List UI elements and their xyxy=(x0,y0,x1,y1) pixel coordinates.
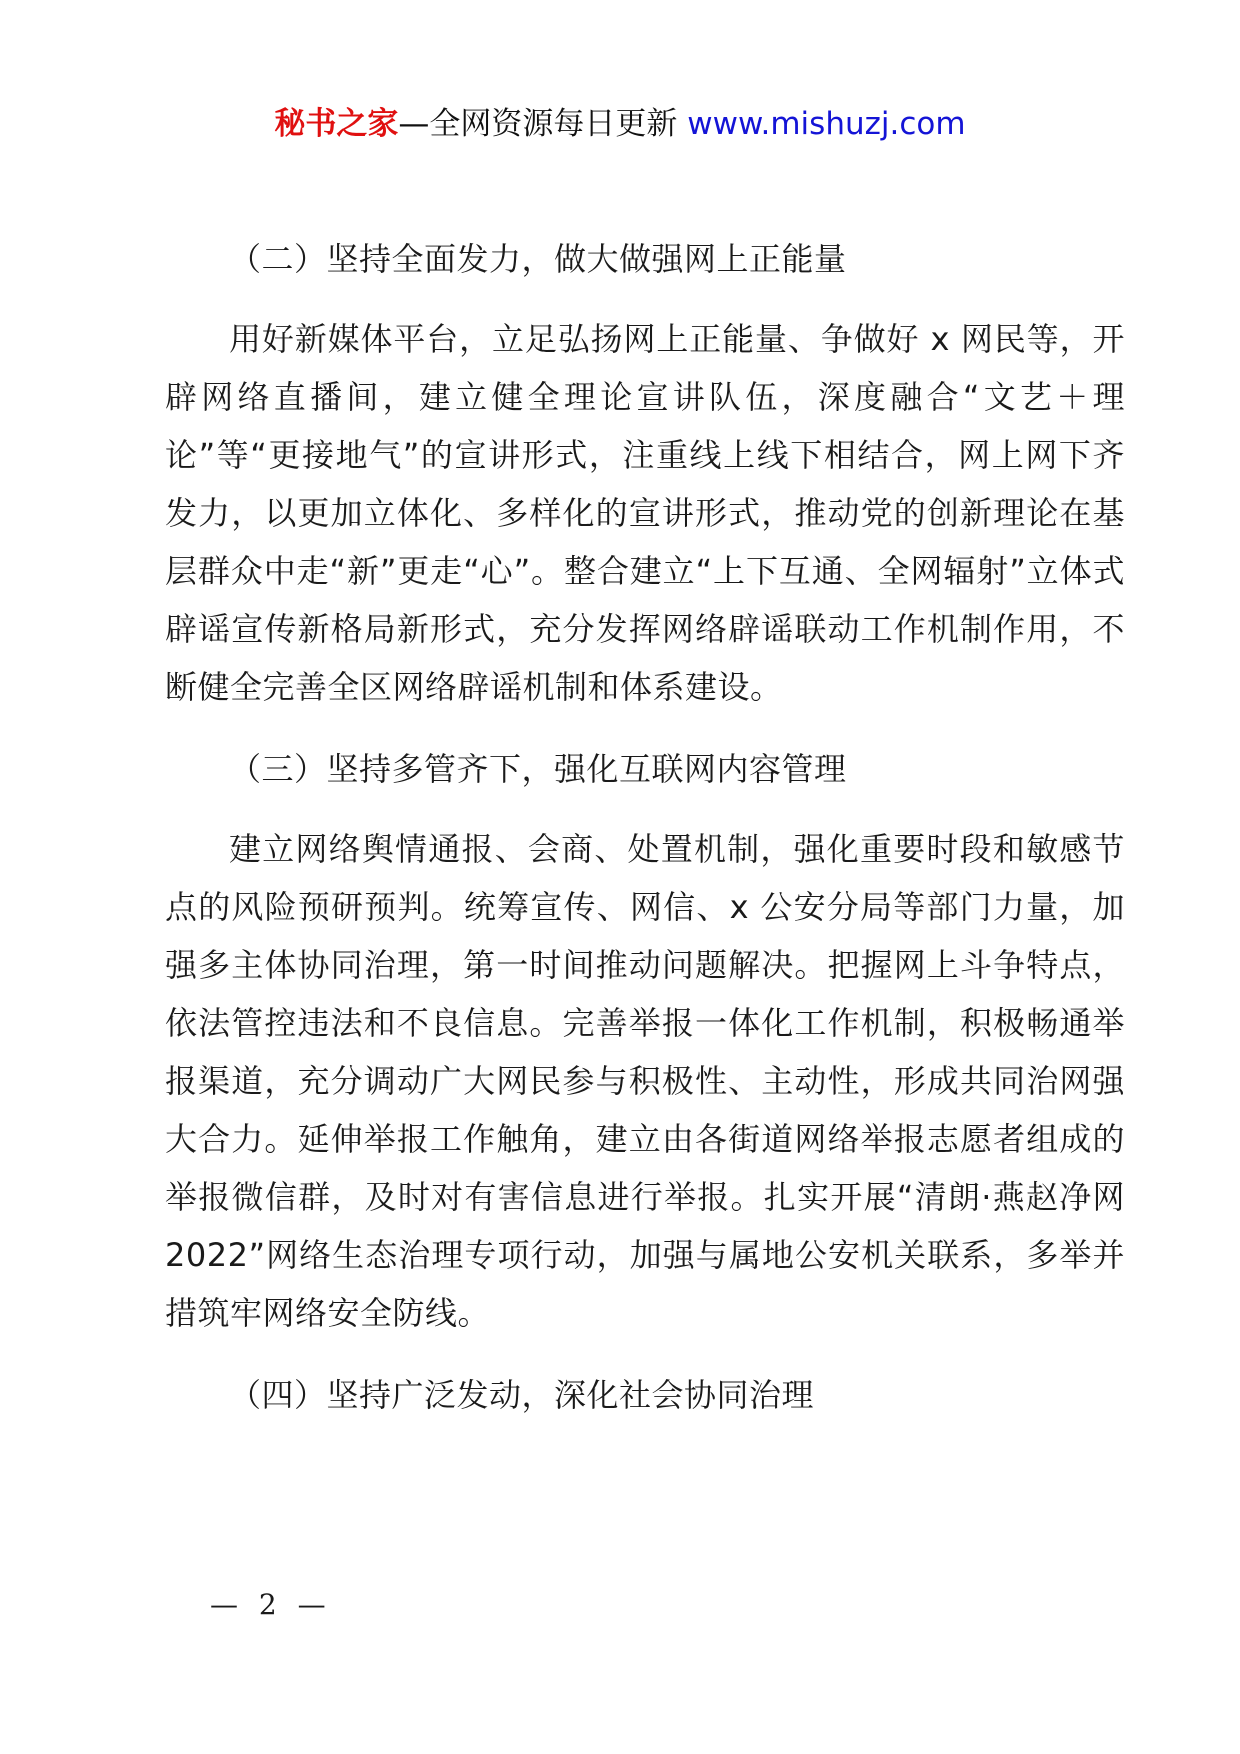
section-paragraph-3: 建立网络舆情通报、会商、处置机制，强化重要时段和敏感节点的风险预研预判。统筹宣传、网信、x 公安分局等部门力量，加强多主体协同治理，第一时间推动问题解决。把握网上斗争特点，依法管控违法和不良信息。完善举报一体化工作机制，积极畅通举报渠道，充分调动广大网民参与积极性、主动性，形成共同治网强大合力。延伸举报工作触角，建立由各街道网络举报志愿者组成的举报微信群，及时对有害信息进行举报。扎实开展“清朗·燕赵净网 2022”网络生态治理专项行动，加强与属地公安机关联系，多举并措筑牢网络安全防线。 xyxy=(165,830,1125,1332)
site-tagline: —全网资源每日更新 xyxy=(398,106,688,142)
site-header xyxy=(0,104,1240,144)
document-body xyxy=(165,230,1125,1424)
site-url-link[interactable]: www.mishuzj.com xyxy=(687,106,966,142)
section-heading-4: （四）坚持广泛发动，深化社会协同治理 xyxy=(229,1376,815,1414)
site-brand: 秘书之家 xyxy=(274,106,399,142)
section-heading-2: （二）坚持全面发力，做大做强网上正能量 xyxy=(229,240,847,278)
section-paragraph-2: 用好新媒体平台，立足弘扬网上正能量、争做好 x 网民等，开辟网络直播间，建立健全理论宣讲队伍，深度融合“文艺＋理论”等“更接地气”的宣讲形式，注重线上线下相结合，网上网下齐发力，以更加立体化、多样化的宣讲形式，推动党的创新理论在基层群众中走“新”更走“心”。整合建立“上下互通、全网辐射”立体式辟谣宣传新格局新形式，充分发挥网络辟谣联动工作机制作用，不断健全完善全区网络辟谣机制和体系建设。 xyxy=(165,320,1125,706)
page-number: — 2 — xyxy=(210,1588,332,1621)
section-heading-3: （三）坚持多管齐下，强化互联网内容管理 xyxy=(229,750,847,788)
